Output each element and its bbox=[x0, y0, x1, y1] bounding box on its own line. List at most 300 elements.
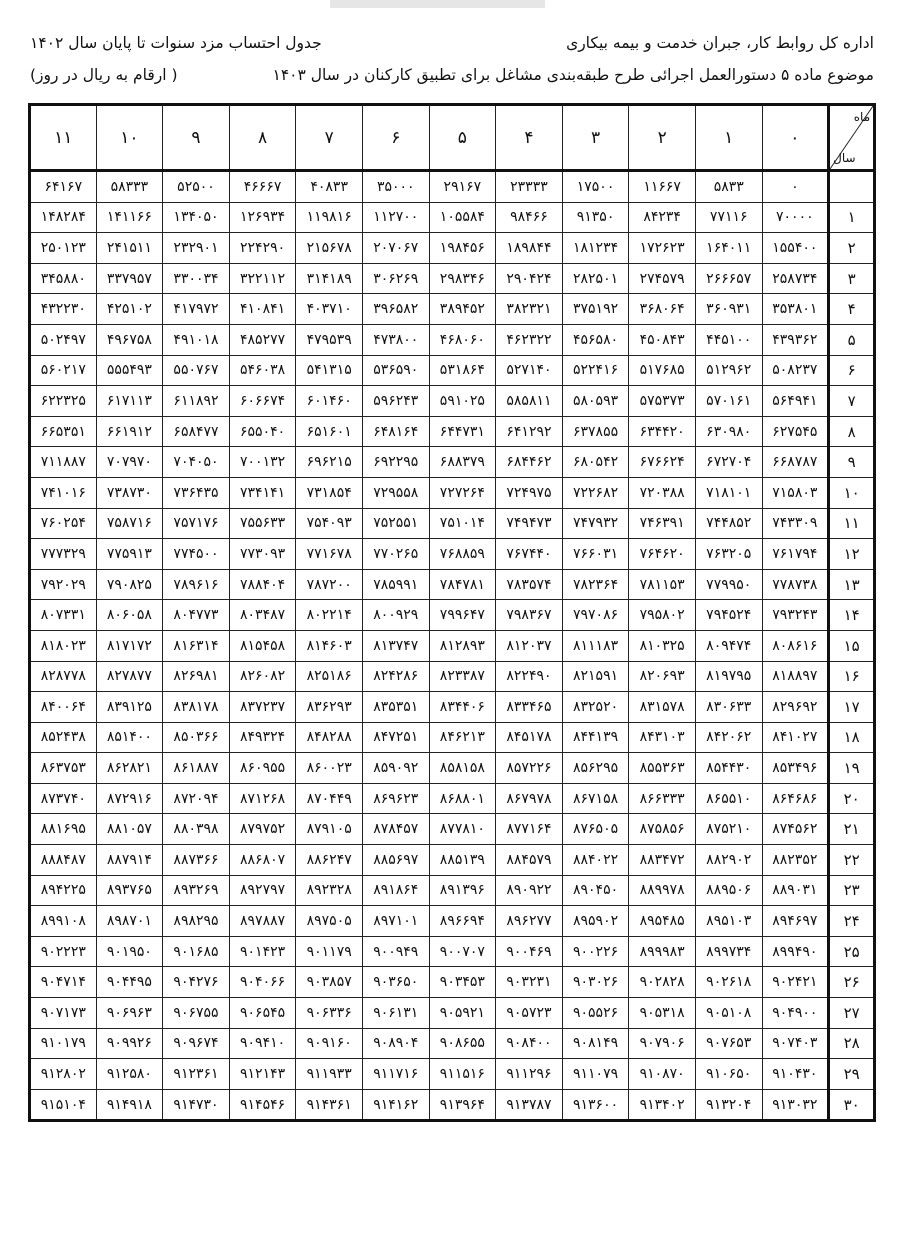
wage-cell: ۵۷۰۱۶۱ bbox=[695, 386, 762, 417]
wage-cell: ۹۰۰۷۰۷ bbox=[429, 936, 496, 967]
wage-cell: ۸۰۸۶۱۶ bbox=[762, 630, 829, 661]
wage-cell: ۹۱۱۵۱۶ bbox=[429, 1059, 496, 1090]
wage-cell: ۶۹۶۲۱۵ bbox=[296, 447, 363, 478]
wage-cell: ۷۴۹۴۷۳ bbox=[496, 508, 563, 539]
year-cell: ۱۱ bbox=[829, 508, 875, 539]
wage-cell: ۸۰۲۲۱۴ bbox=[296, 600, 363, 631]
year-cell: ۱۲ bbox=[829, 539, 875, 570]
wage-cell: ۷۸۳۵۷۴ bbox=[496, 569, 563, 600]
wage-cell: ۹۰۸۹۰۴ bbox=[362, 1028, 429, 1059]
wage-cell: ۸۳۱۵۷۸ bbox=[629, 692, 696, 723]
wage-cell: ۱۰۵۵۸۴ bbox=[429, 202, 496, 233]
wage-cell: ۸۲۶۰۸۲ bbox=[229, 661, 296, 692]
wage-cell: ۴۷۳۸۰۰ bbox=[362, 324, 429, 355]
wage-cell: ۸۶۲۸۲۱ bbox=[96, 753, 163, 784]
wage-cell: ۹۰۷۹۰۶ bbox=[629, 1028, 696, 1059]
year-cell: ۲۵ bbox=[829, 936, 875, 967]
month-header: ۱۰ bbox=[96, 105, 163, 171]
wage-cell: ۹۰۶۹۶۳ bbox=[96, 998, 163, 1029]
unit-note: ( ارقام به ریال در روز) bbox=[30, 66, 178, 84]
wage-cell: ۸۹۷۱۰۱ bbox=[362, 906, 429, 937]
table-row bbox=[30, 355, 875, 386]
table-row bbox=[30, 1059, 875, 1090]
wage-cell: ۸۱۷۱۷۲ bbox=[96, 630, 163, 661]
wage-cell: ۸۲۱۵۹۱ bbox=[562, 661, 629, 692]
month-header: ۱ bbox=[695, 105, 762, 171]
wage-cell: ۸۵۳۴۹۶ bbox=[762, 753, 829, 784]
wage-cell: ۸۱۸۸۹۷ bbox=[762, 661, 829, 692]
wage-cell: ۸۷۵۸۵۶ bbox=[629, 814, 696, 845]
wage-cell: ۹۸۴۶۶ bbox=[496, 202, 563, 233]
wage-cell: ۷۷۸۷۳۸ bbox=[762, 569, 829, 600]
wage-cell: ۸۶۸۸۰۱ bbox=[429, 783, 496, 814]
wage-cell: ۲۳۲۹۰۱ bbox=[163, 233, 230, 264]
wage-cell: ۹۰۲۲۲۳ bbox=[30, 936, 97, 967]
table-row bbox=[30, 998, 875, 1029]
wage-cell: ۸۵۱۴۰۰ bbox=[96, 722, 163, 753]
wage-cell: ۳۱۴۱۸۹ bbox=[296, 263, 363, 294]
wage-cell: ۸۸۹۵۰۶ bbox=[695, 875, 762, 906]
month-header: ۳ bbox=[562, 105, 629, 171]
wage-cell: ۳۶۸۰۶۴ bbox=[629, 294, 696, 325]
table-row bbox=[30, 416, 875, 447]
wage-cell: ۸۱۳۷۴۷ bbox=[362, 630, 429, 661]
wage-cell: ۹۰۵۹۲۱ bbox=[429, 998, 496, 1029]
wage-cell: ۷۶۷۴۴۰ bbox=[496, 539, 563, 570]
wage-cell: ۶۵۱۶۰۱ bbox=[296, 416, 363, 447]
wage-cell: ۱۷۲۶۲۳ bbox=[629, 233, 696, 264]
year-cell: ۴ bbox=[829, 294, 875, 325]
wage-cell: ۹۰۷۶۵۳ bbox=[695, 1028, 762, 1059]
wage-cell: ۹۰۴۹۰۰ bbox=[762, 998, 829, 1029]
wage-cell: ۹۰۲۶۱۸ bbox=[695, 967, 762, 998]
month-header: ۰ bbox=[762, 105, 829, 171]
wage-cell: ۸۸۱۰۵۷ bbox=[96, 814, 163, 845]
wage-cell: ۷۷۱۶۷۸ bbox=[296, 539, 363, 570]
wage-cell: ۹۱۴۵۴۶ bbox=[229, 1089, 296, 1121]
wage-cell: ۱۴۸۲۸۴ bbox=[30, 202, 97, 233]
wage-cell: ۸۶۱۸۸۷ bbox=[163, 753, 230, 784]
wage-cell: ۷۸۵۹۹۱ bbox=[362, 569, 429, 600]
wage-cell: ۶۸۰۵۴۲ bbox=[562, 447, 629, 478]
table-row bbox=[30, 233, 875, 264]
wage-cell: ۸۹۸۷۰۱ bbox=[96, 906, 163, 937]
month-header: ۷ bbox=[296, 105, 363, 171]
wage-cell: ۸۸۹۰۳۱ bbox=[762, 875, 829, 906]
wage-cell: ۷۵۴۰۹۳ bbox=[296, 508, 363, 539]
wage-cell: ۹۱۴۹۱۸ bbox=[96, 1089, 163, 1121]
wage-cell: ۷۶۸۸۵۹ bbox=[429, 539, 496, 570]
wage-cell: ۸۴۶۲۱۳ bbox=[429, 722, 496, 753]
wage-cell: ۸۱۲۸۹۳ bbox=[429, 630, 496, 661]
wage-cell: ۵۳۱۸۶۴ bbox=[429, 355, 496, 386]
wage-cell: ۲۹۱۶۷ bbox=[429, 171, 496, 203]
table-row bbox=[30, 202, 875, 233]
month-header: ۵ bbox=[429, 105, 496, 171]
wage-cell: ۹۰۳۲۳۱ bbox=[496, 967, 563, 998]
month-header: ۶ bbox=[362, 105, 429, 171]
wage-cell: ۷۴۴۸۵۲ bbox=[695, 508, 762, 539]
wage-cell: ۸۳۲۵۲۰ bbox=[562, 692, 629, 723]
wage-cell: ۷۹۹۶۴۷ bbox=[429, 600, 496, 631]
wage-cell: ۸۱۱۱۸۳ bbox=[562, 630, 629, 661]
wage-cell: ۹۰۷۴۰۳ bbox=[762, 1028, 829, 1059]
wage-cell: ۱۵۵۴۰۰ bbox=[762, 233, 829, 264]
wage-cell: ۹۱۱۰۷۹ bbox=[562, 1059, 629, 1090]
wage-cell: ۷۳۸۷۳۰ bbox=[96, 477, 163, 508]
wage-cell: ۸۹۹۴۹۰ bbox=[762, 936, 829, 967]
table-row bbox=[30, 447, 875, 478]
wage-table-container bbox=[28, 103, 874, 1122]
wage-cell: ۶۶۸۷۸۷ bbox=[762, 447, 829, 478]
wage-cell: ۷۴۱۰۱۶ bbox=[30, 477, 97, 508]
wage-cell: ۷۷۴۵۰۰ bbox=[163, 539, 230, 570]
wage-cell: ۸۷۲۹۱۶ bbox=[96, 783, 163, 814]
wage-cell: ۶۸۸۳۷۹ bbox=[429, 447, 496, 478]
wage-cell: ۹۱۱۹۳۳ bbox=[296, 1059, 363, 1090]
wage-cell: ۴۶۸۰۶۰ bbox=[429, 324, 496, 355]
wage-cell: ۸۸۹۹۷۸ bbox=[629, 875, 696, 906]
wage-cell: ۱۸۱۲۳۴ bbox=[562, 233, 629, 264]
wage-cell: ۸۲۰۶۹۳ bbox=[629, 661, 696, 692]
wage-cell: ۸۴۷۲۵۱ bbox=[362, 722, 429, 753]
wage-cell: ۸۷۸۴۵۷ bbox=[362, 814, 429, 845]
wage-cell: ۳۲۲۱۱۲ bbox=[229, 263, 296, 294]
wage-cell: ۶۳۴۴۲۰ bbox=[629, 416, 696, 447]
wage-cell: ۷۵۸۷۱۶ bbox=[96, 508, 163, 539]
wage-cell: ۷۲۲۶۸۲ bbox=[562, 477, 629, 508]
wage-cell: ۲۲۴۲۹۰ bbox=[229, 233, 296, 264]
wage-cell: ۷۸۱۱۵۳ bbox=[629, 569, 696, 600]
table-row bbox=[30, 569, 875, 600]
wage-cell: ۵۹۱۰۲۵ bbox=[429, 386, 496, 417]
wage-cell: ۷۵۲۵۵۱ bbox=[362, 508, 429, 539]
wage-cell: ۱۴۱۱۶۶ bbox=[96, 202, 163, 233]
wage-cell: ۷۵۷۱۷۶ bbox=[163, 508, 230, 539]
wage-cell: ۵۱۷۶۸۵ bbox=[629, 355, 696, 386]
wage-cell: ۷۲۴۹۷۵ bbox=[496, 477, 563, 508]
wage-cell: ۷۷۰۲۶۵ bbox=[362, 539, 429, 570]
wage-cell: ۸۹۲۳۲۸ bbox=[296, 875, 363, 906]
month-header: ۴ bbox=[496, 105, 563, 171]
wage-cell: ۷۶۰۲۵۴ bbox=[30, 508, 97, 539]
corner-cell bbox=[829, 105, 875, 171]
wage-cell: ۷۷۱۱۶ bbox=[695, 202, 762, 233]
wage-cell: ۹۱۴۱۶۲ bbox=[362, 1089, 429, 1121]
wage-cell: ۹۰۲۸۲۸ bbox=[629, 967, 696, 998]
year-cell: ۲۲ bbox=[829, 845, 875, 876]
year-cell: ۲ bbox=[829, 233, 875, 264]
wage-cell: ۸۶۷۹۷۸ bbox=[496, 783, 563, 814]
wage-cell: ۷۹۸۳۶۷ bbox=[496, 600, 563, 631]
wage-cell: ۴۷۹۵۳۹ bbox=[296, 324, 363, 355]
wage-cell: ۸۵۷۲۲۶ bbox=[496, 753, 563, 784]
table-row bbox=[30, 294, 875, 325]
wage-cell: ۸۲۴۲۸۶ bbox=[362, 661, 429, 692]
wage-cell: ۸۸۴۰۲۲ bbox=[562, 845, 629, 876]
wage-cell: ۸۹۰۴۵۰ bbox=[562, 875, 629, 906]
wage-cell: ۸۸۲۹۰۲ bbox=[695, 845, 762, 876]
wage-cell: ۹۰۱۶۸۵ bbox=[163, 936, 230, 967]
wage-cell: ۹۰۳۸۵۷ bbox=[296, 967, 363, 998]
wage-cell: ۷۴۳۳۰۹ bbox=[762, 508, 829, 539]
wage-cell: ۵۷۵۳۷۳ bbox=[629, 386, 696, 417]
wage-cell: ۷۳۴۱۴۱ bbox=[229, 477, 296, 508]
wage-cell: ۷۹۷۰۸۶ bbox=[562, 600, 629, 631]
wage-cell: ۵۶۴۹۴۱ bbox=[762, 386, 829, 417]
wage-cell: ۸۵۹۰۹۲ bbox=[362, 753, 429, 784]
wage-cell: ۸۷۴۵۶۲ bbox=[762, 814, 829, 845]
wage-cell: ۸۷۹۷۵۲ bbox=[229, 814, 296, 845]
wage-cell: ۸۶۵۵۱۰ bbox=[695, 783, 762, 814]
year-cell: ۸ bbox=[829, 416, 875, 447]
wage-cell: ۴۴۵۱۰۰ bbox=[695, 324, 762, 355]
year-cell: ۱۳ bbox=[829, 569, 875, 600]
wage-cell: ۵۰۸۲۳۷ bbox=[762, 355, 829, 386]
wage-cell: ۷۳۱۸۵۴ bbox=[296, 477, 363, 508]
wage-cell: ۹۱۳۲۰۴ bbox=[695, 1089, 762, 1121]
wage-cell: ۸۴۲۳۴ bbox=[629, 202, 696, 233]
year-cell: ۳۰ bbox=[829, 1089, 875, 1121]
month-header: ۹ bbox=[163, 105, 230, 171]
wage-cell: ۸۸۶۸۰۷ bbox=[229, 845, 296, 876]
table-row bbox=[30, 477, 875, 508]
wage-cell: ۸۴۱۰۲۷ bbox=[762, 722, 829, 753]
wage-cell: ۹۰۸۶۵۵ bbox=[429, 1028, 496, 1059]
wage-cell: ۴۳۹۳۶۲ bbox=[762, 324, 829, 355]
table-row bbox=[30, 967, 875, 998]
wage-cell: ۹۰۱۱۷۹ bbox=[296, 936, 363, 967]
wage-cell: ۸۱۲۰۳۷ bbox=[496, 630, 563, 661]
wage-cell: ۷۹۵۸۰۲ bbox=[629, 600, 696, 631]
table-row bbox=[30, 875, 875, 906]
wage-cell: ۵۸۳۳۳ bbox=[96, 171, 163, 203]
year-cell: ۱۶ bbox=[829, 661, 875, 692]
wage-cell: ۷۸۲۳۶۴ bbox=[562, 569, 629, 600]
wage-cell: ۷۹۰۸۲۵ bbox=[96, 569, 163, 600]
wage-cell: ۱۷۵۰۰ bbox=[562, 171, 629, 203]
wage-cell: ۶۹۲۲۹۵ bbox=[362, 447, 429, 478]
wage-cell: ۷۹۲۰۲۹ bbox=[30, 569, 97, 600]
wage-cell: ۸۶۹۶۲۳ bbox=[362, 783, 429, 814]
wage-cell: ۹۰۳۶۵۰ bbox=[362, 967, 429, 998]
header-row bbox=[30, 105, 875, 171]
year-cell: ۲۷ bbox=[829, 998, 875, 1029]
wage-cell: ۷۷۹۹۵۰ bbox=[695, 569, 762, 600]
wage-cell: ۷۶۶۰۳۱ bbox=[562, 539, 629, 570]
wage-cell: ۹۱۳۹۶۴ bbox=[429, 1089, 496, 1121]
wage-cell: ۸۵۲۴۳۸ bbox=[30, 722, 97, 753]
wage-cell: ۳۵۰۰۰ bbox=[362, 171, 429, 203]
wage-cell: ۶۶۵۳۵۱ bbox=[30, 416, 97, 447]
wage-cell: ۹۰۹۱۶۰ bbox=[296, 1028, 363, 1059]
wage-cell: ۸۹۴۲۲۵ bbox=[30, 875, 97, 906]
table-title: جدول احتساب مزد سنوات تا پایان سال ۱۴۰۲ bbox=[30, 34, 322, 52]
wage-cell: ۸۶۶۳۳۳ bbox=[629, 783, 696, 814]
table-row bbox=[30, 692, 875, 723]
wage-cell: ۷۶۴۶۲۰ bbox=[629, 539, 696, 570]
wage-cell: ۹۰۹۶۷۴ bbox=[163, 1028, 230, 1059]
wage-cell: ۴۶۶۶۷ bbox=[229, 171, 296, 203]
wage-cell: ۹۰۸۱۴۹ bbox=[562, 1028, 629, 1059]
wage-cell: ۸۲۸۷۷۸ bbox=[30, 661, 97, 692]
table-row bbox=[30, 753, 875, 784]
wage-cell: ۸۴۲۰۶۲ bbox=[695, 722, 762, 753]
wage-cell: ۹۰۵۵۲۶ bbox=[562, 998, 629, 1029]
wage-cell: ۱۱۹۸۱۶ bbox=[296, 202, 363, 233]
wage-cell: ۸۵۰۳۶۶ bbox=[163, 722, 230, 753]
wage-cell: ۸۶۰۰۲۳ bbox=[296, 753, 363, 784]
year-cell: ۱ bbox=[829, 202, 875, 233]
wage-cell: ۸۹۵۹۰۲ bbox=[562, 906, 629, 937]
wage-cell: ۸۷۳۷۴۰ bbox=[30, 783, 97, 814]
year-cell: ۲۶ bbox=[829, 967, 875, 998]
wage-cell: ۲۹۰۴۲۴ bbox=[496, 263, 563, 294]
month-header: ۲ bbox=[629, 105, 696, 171]
wage-cell: ۹۱۰۴۳۰ bbox=[762, 1059, 829, 1090]
wage-cell: ۸۳۶۲۹۳ bbox=[296, 692, 363, 723]
wage-cell: ۹۰۷۱۷۳ bbox=[30, 998, 97, 1029]
wage-cell: ۹۰۹۴۱۰ bbox=[229, 1028, 296, 1059]
table-row bbox=[30, 722, 875, 753]
wage-cell: ۹۱۰۸۷۰ bbox=[629, 1059, 696, 1090]
wage-cell: ۷۰۴۰۵۰ bbox=[163, 447, 230, 478]
table-row bbox=[30, 783, 875, 814]
table-row bbox=[30, 508, 875, 539]
wage-cell: ۹۰۵۱۰۸ bbox=[695, 998, 762, 1029]
wage-cell: ۹۰۰۹۴۹ bbox=[362, 936, 429, 967]
wage-cell: ۸۹۱۳۹۶ bbox=[429, 875, 496, 906]
wage-cell: ۸۸۳۴۷۲ bbox=[629, 845, 696, 876]
wage-cell: ۸۱۹۷۹۵ bbox=[695, 661, 762, 692]
wage-cell: ۶۱۷۱۱۳ bbox=[96, 386, 163, 417]
wage-cell: ۹۰۰۲۲۶ bbox=[562, 936, 629, 967]
wage-cell: ۳۸۹۴۵۲ bbox=[429, 294, 496, 325]
wage-cell: ۶۷۲۷۰۴ bbox=[695, 447, 762, 478]
wage-cell: ۷۸۸۴۰۴ bbox=[229, 569, 296, 600]
wage-cell: ۸۳۷۲۳۷ bbox=[229, 692, 296, 723]
wage-cell: ۳۶۰۹۳۱ bbox=[695, 294, 762, 325]
wage-cell: ۸۰۶۰۵۸ bbox=[96, 600, 163, 631]
wage-cell: ۱۲۶۹۳۴ bbox=[229, 202, 296, 233]
wage-cell: ۹۰۰۴۶۹ bbox=[496, 936, 563, 967]
wage-cell: ۷۸۹۶۱۶ bbox=[163, 569, 230, 600]
wage-cell: ۸۶۴۶۸۶ bbox=[762, 783, 829, 814]
wage-cell: ۲۷۴۵۷۹ bbox=[629, 263, 696, 294]
wage-cell: ۸۶۷۱۵۸ bbox=[562, 783, 629, 814]
month-header: ۱۱ bbox=[30, 105, 97, 171]
wage-cell: ۵۹۶۲۴۳ bbox=[362, 386, 429, 417]
wage-cell: ۵۸۰۵۹۳ bbox=[562, 386, 629, 417]
wage-cell: ۵۶۰۲۱۷ bbox=[30, 355, 97, 386]
wage-cell: ۸۸۷۳۶۶ bbox=[163, 845, 230, 876]
wage-cell: ۸۵۵۳۶۳ bbox=[629, 753, 696, 784]
table-row bbox=[30, 539, 875, 570]
wage-cell: ۱۹۸۴۵۶ bbox=[429, 233, 496, 264]
wage-cell: ۹۰۳۰۲۶ bbox=[562, 967, 629, 998]
wage-cell: ۹۱۳۵۰ bbox=[562, 202, 629, 233]
wage-cell: ۶۴۸۱۶۴ bbox=[362, 416, 429, 447]
wage-cell: ۹۱۰۶۵۰ bbox=[695, 1059, 762, 1090]
wage-cell: ۸۰۳۴۸۷ bbox=[229, 600, 296, 631]
org-title: اداره کل روابط کار، جبران خدمت و بیمه بیکاری bbox=[566, 34, 874, 52]
wage-cell: ۳۹۶۵۸۲ bbox=[362, 294, 429, 325]
wage-cell: ۲۰۷۰۶۷ bbox=[362, 233, 429, 264]
wage-cell: ۷۸۴۷۸۱ bbox=[429, 569, 496, 600]
wage-cell: ۸۴۸۲۸۸ bbox=[296, 722, 363, 753]
year-cell: ۱۷ bbox=[829, 692, 875, 723]
wage-cell: ۲۵۸۷۳۴ bbox=[762, 263, 829, 294]
wage-cell: ۹۱۲۵۸۰ bbox=[96, 1059, 163, 1090]
wage-cell: ۹۱۴۳۶۱ bbox=[296, 1089, 363, 1121]
wage-cell: ۷۷۳۰۹۳ bbox=[229, 539, 296, 570]
wage-cell: ۸۷۷۸۱۰ bbox=[429, 814, 496, 845]
wage-cell: ۸۹۵۴۸۵ bbox=[629, 906, 696, 937]
wage-cell: ۲۸۲۵۰۱ bbox=[562, 263, 629, 294]
wage-cell: ۱۶۴۰۱۱ bbox=[695, 233, 762, 264]
table-row bbox=[30, 171, 875, 203]
wage-cell: ۸۷۲۰۹۴ bbox=[163, 783, 230, 814]
wage-cell: ۹۱۵۱۰۴ bbox=[30, 1089, 97, 1121]
wage-cell: ۶۳۷۸۵۵ bbox=[562, 416, 629, 447]
table-row bbox=[30, 814, 875, 845]
wage-cell: ۵۴۱۳۱۵ bbox=[296, 355, 363, 386]
wage-cell: ۷۷۵۹۱۳ bbox=[96, 539, 163, 570]
wage-cell: ۸۹۹۹۸۳ bbox=[629, 936, 696, 967]
wage-cell: ۳۷۵۱۹۲ bbox=[562, 294, 629, 325]
wage-cell: ۸۷۹۱۰۵ bbox=[296, 814, 363, 845]
wage-cell: ۷۱۱۸۸۷ bbox=[30, 447, 97, 478]
wage-cell: ۵۲۵۰۰ bbox=[163, 171, 230, 203]
wage-cell: ۸۹۱۸۶۴ bbox=[362, 875, 429, 906]
wage-cell: ۱۳۴۰۵۰ bbox=[163, 202, 230, 233]
wage-cell: ۵۸۳۳ bbox=[695, 171, 762, 203]
wage-cell: ۸۹۷۵۰۵ bbox=[296, 906, 363, 937]
wage-cell: ۶۴۱۶۷ bbox=[30, 171, 97, 203]
wage-cell: ۷۴۷۹۳۲ bbox=[562, 508, 629, 539]
year-cell: ۱۹ bbox=[829, 753, 875, 784]
wage-cell: ۷۰۰۱۳۲ bbox=[229, 447, 296, 478]
wage-cell: ۹۰۱۹۵۰ bbox=[96, 936, 163, 967]
wage-cell: ۵۵۰۷۶۷ bbox=[163, 355, 230, 386]
wage-cell: ۸۱۸۰۲۳ bbox=[30, 630, 97, 661]
wage-cell: ۴۸۵۲۷۷ bbox=[229, 324, 296, 355]
wage-cell: ۷۷۷۳۲۹ bbox=[30, 539, 97, 570]
wage-cell: ۷۹۳۲۴۳ bbox=[762, 600, 829, 631]
wage-cell: ۴۹۱۰۱۸ bbox=[163, 324, 230, 355]
wage-cell: ۸۲۳۳۸۷ bbox=[429, 661, 496, 692]
wage-cell: ۶۳۰۹۸۰ bbox=[695, 416, 762, 447]
wage-cell: ۴۵۶۵۸۰ bbox=[562, 324, 629, 355]
wage-cell: ۸۵۴۴۳۰ bbox=[695, 753, 762, 784]
month-header: ۸ bbox=[229, 105, 296, 171]
wage-cell: ۸۸۵۶۹۷ bbox=[362, 845, 429, 876]
wage-cell: ۶۶۱۹۱۲ bbox=[96, 416, 163, 447]
wage-cell: ۹۱۲۳۶۱ bbox=[163, 1059, 230, 1090]
wage-cell: ۸۸۵۱۳۹ bbox=[429, 845, 496, 876]
year-cell: ۶ bbox=[829, 355, 875, 386]
table-row bbox=[30, 386, 875, 417]
wage-cell: ۹۰۱۴۲۳ bbox=[229, 936, 296, 967]
wage-cell: ۸۴۰۰۶۴ bbox=[30, 692, 97, 723]
wage-cell: ۹۱۳۷۸۷ bbox=[496, 1089, 563, 1121]
wage-cell: ۸۷۷۱۶۴ bbox=[496, 814, 563, 845]
wage-cell: ۳۵۳۸۰۱ bbox=[762, 294, 829, 325]
table-row bbox=[30, 600, 875, 631]
wage-cell: ۱۸۹۸۴۴ bbox=[496, 233, 563, 264]
table-row bbox=[30, 845, 875, 876]
wage-cell: ۸۹۵۱۰۳ bbox=[695, 906, 762, 937]
